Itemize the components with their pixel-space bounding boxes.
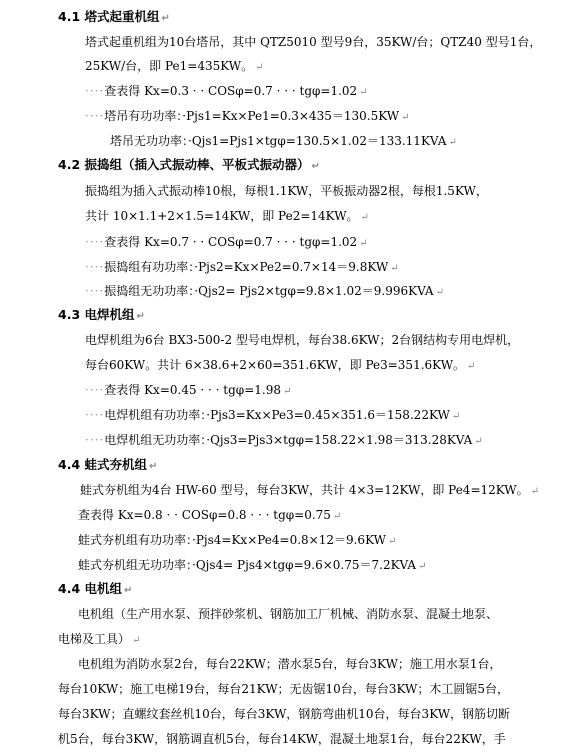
paragraph-line: 每台60KW。共计 6×38.6+2×60=351.6KW，即 Pe3=351.6KW。 ↵ [85, 358, 476, 372]
paragraph-line: 电机组（生产用水泵、预拌砂浆机、钢筋加工厂机械、消防水泵、混凝土地泵、 [78, 607, 499, 621]
formula-line: ····电焊机组无功功率：·Qjs3=Pjs3×tgφ=158.22×1.98＝313.28KVA ↵ [85, 433, 483, 447]
formula-line: ····塔吊有功功率：·Pjs1=Kx×Pe1=0.3×435＝130.5KW ↵ [85, 109, 410, 123]
formula-line: ····查表得 Kx=0.7 · · COSφ=0.7 · · · tgφ=1.02 ↵ [85, 235, 368, 249]
paragraph-line: 电焊机组为6台 BX3-500-2 型号电焊机，每台38.6KW；2台钢结构专用电焊机， [85, 333, 520, 347]
formula-line: ····电焊机组有功功率：·Pjs3=Kx×Pe3=0.45×351.6＝158.22KW ↵ [85, 408, 461, 422]
paragraph-line: 共计 10×1.1+2×1.5=14KW，即 Pe2=14KW。 ↵ [85, 209, 369, 223]
section-heading-4-4-tamper: 4.4 蛙式夯机组 ↵ [58, 457, 158, 472]
paragraph-line: 25KW/台，即 Pe1=435KW。 ↵ [85, 59, 264, 73]
paragraph-line: 塔式起重机组为10台塔吊，其中 QTZ5010 型号9台，35KW/台；QTZ40 型号1台， [85, 35, 542, 49]
paragraph-line: 每台3KW；直螺纹套丝机10台，每台3KW，钢筋弯曲机10台，每台3KW，钢筋切断 [58, 707, 511, 721]
paragraph-line: 每台10KW；施工电梯19台，每台21KW；无齿锯10台，每台3KW；木工圆锯5台， [58, 682, 509, 696]
formula-line: 查表得 Kx=0.8 · · COSφ=0.8 · · · tgφ=0.75 ↵ [78, 508, 342, 522]
paragraph-line: 振捣组为插入式振动棒10根，每根1.1KW，平板振动器2根，每根1.5KW， [85, 184, 488, 198]
formula-line: ····查表得 Kx=0.3 · · COSφ=0.7 · · · tgφ=1.02 ↵ [85, 84, 368, 98]
paragraph-line: 电机组为消防水泵2台，每台22KW；潜水泵5台，每台3KW；施工用水泵1台， [78, 657, 502, 671]
paragraph-line: 蛙式夯机组为4台 HW-60 型号，每台3KW，共计 4×3=12KW，即 Pe4=12KW。 ↵ [80, 483, 540, 497]
paragraph-line: 电梯及工具） ↵ [58, 632, 141, 646]
paragraph-line: 机5台，每台3KW，钢筋调直机5台，每台14KW，混凝土地泵1台，每台22KW，手 [58, 732, 506, 746]
section-heading-4-2: 4.2 振捣组（插入式振动棒、平板式振动器） ↵ [58, 157, 320, 172]
formula-line: 蛙式夯机组有功功率：·Pjs4=Kx×Pe4=0.8×12＝9.6KW ↵ [78, 533, 397, 547]
section-heading-4-4-motor: 4.4 电机组 ↵ [58, 581, 133, 596]
formula-line: 塔吊无功功率：·Qjs1=Pjs1×tgφ=130.5×1.02＝133.11KVA ↵ [110, 134, 457, 148]
formula-line: ····查表得 Kx=0.45 · · · tgφ=1.98 ↵ [85, 383, 292, 397]
formula-line: ····振捣组有功功率：·Pjs2=Kx×Pe2=0.7×14＝9.8KW ↵ [85, 260, 399, 274]
formula-line: 蛙式夯机组无功功率：·Qjs4= Pjs4×tgφ=9.6×0.75＝7.2KVA ↵ [78, 558, 427, 572]
section-heading-4-1: 4.1 塔式起重机组 ↵ [58, 9, 170, 24]
formula-line: ····振捣组无功功率：·Qjs2= Pjs2×tgφ=9.8×1.02＝9.996KVA ↵ [85, 284, 444, 298]
section-heading-4-3: 4.3 电焊机组 ↵ [58, 307, 145, 322]
